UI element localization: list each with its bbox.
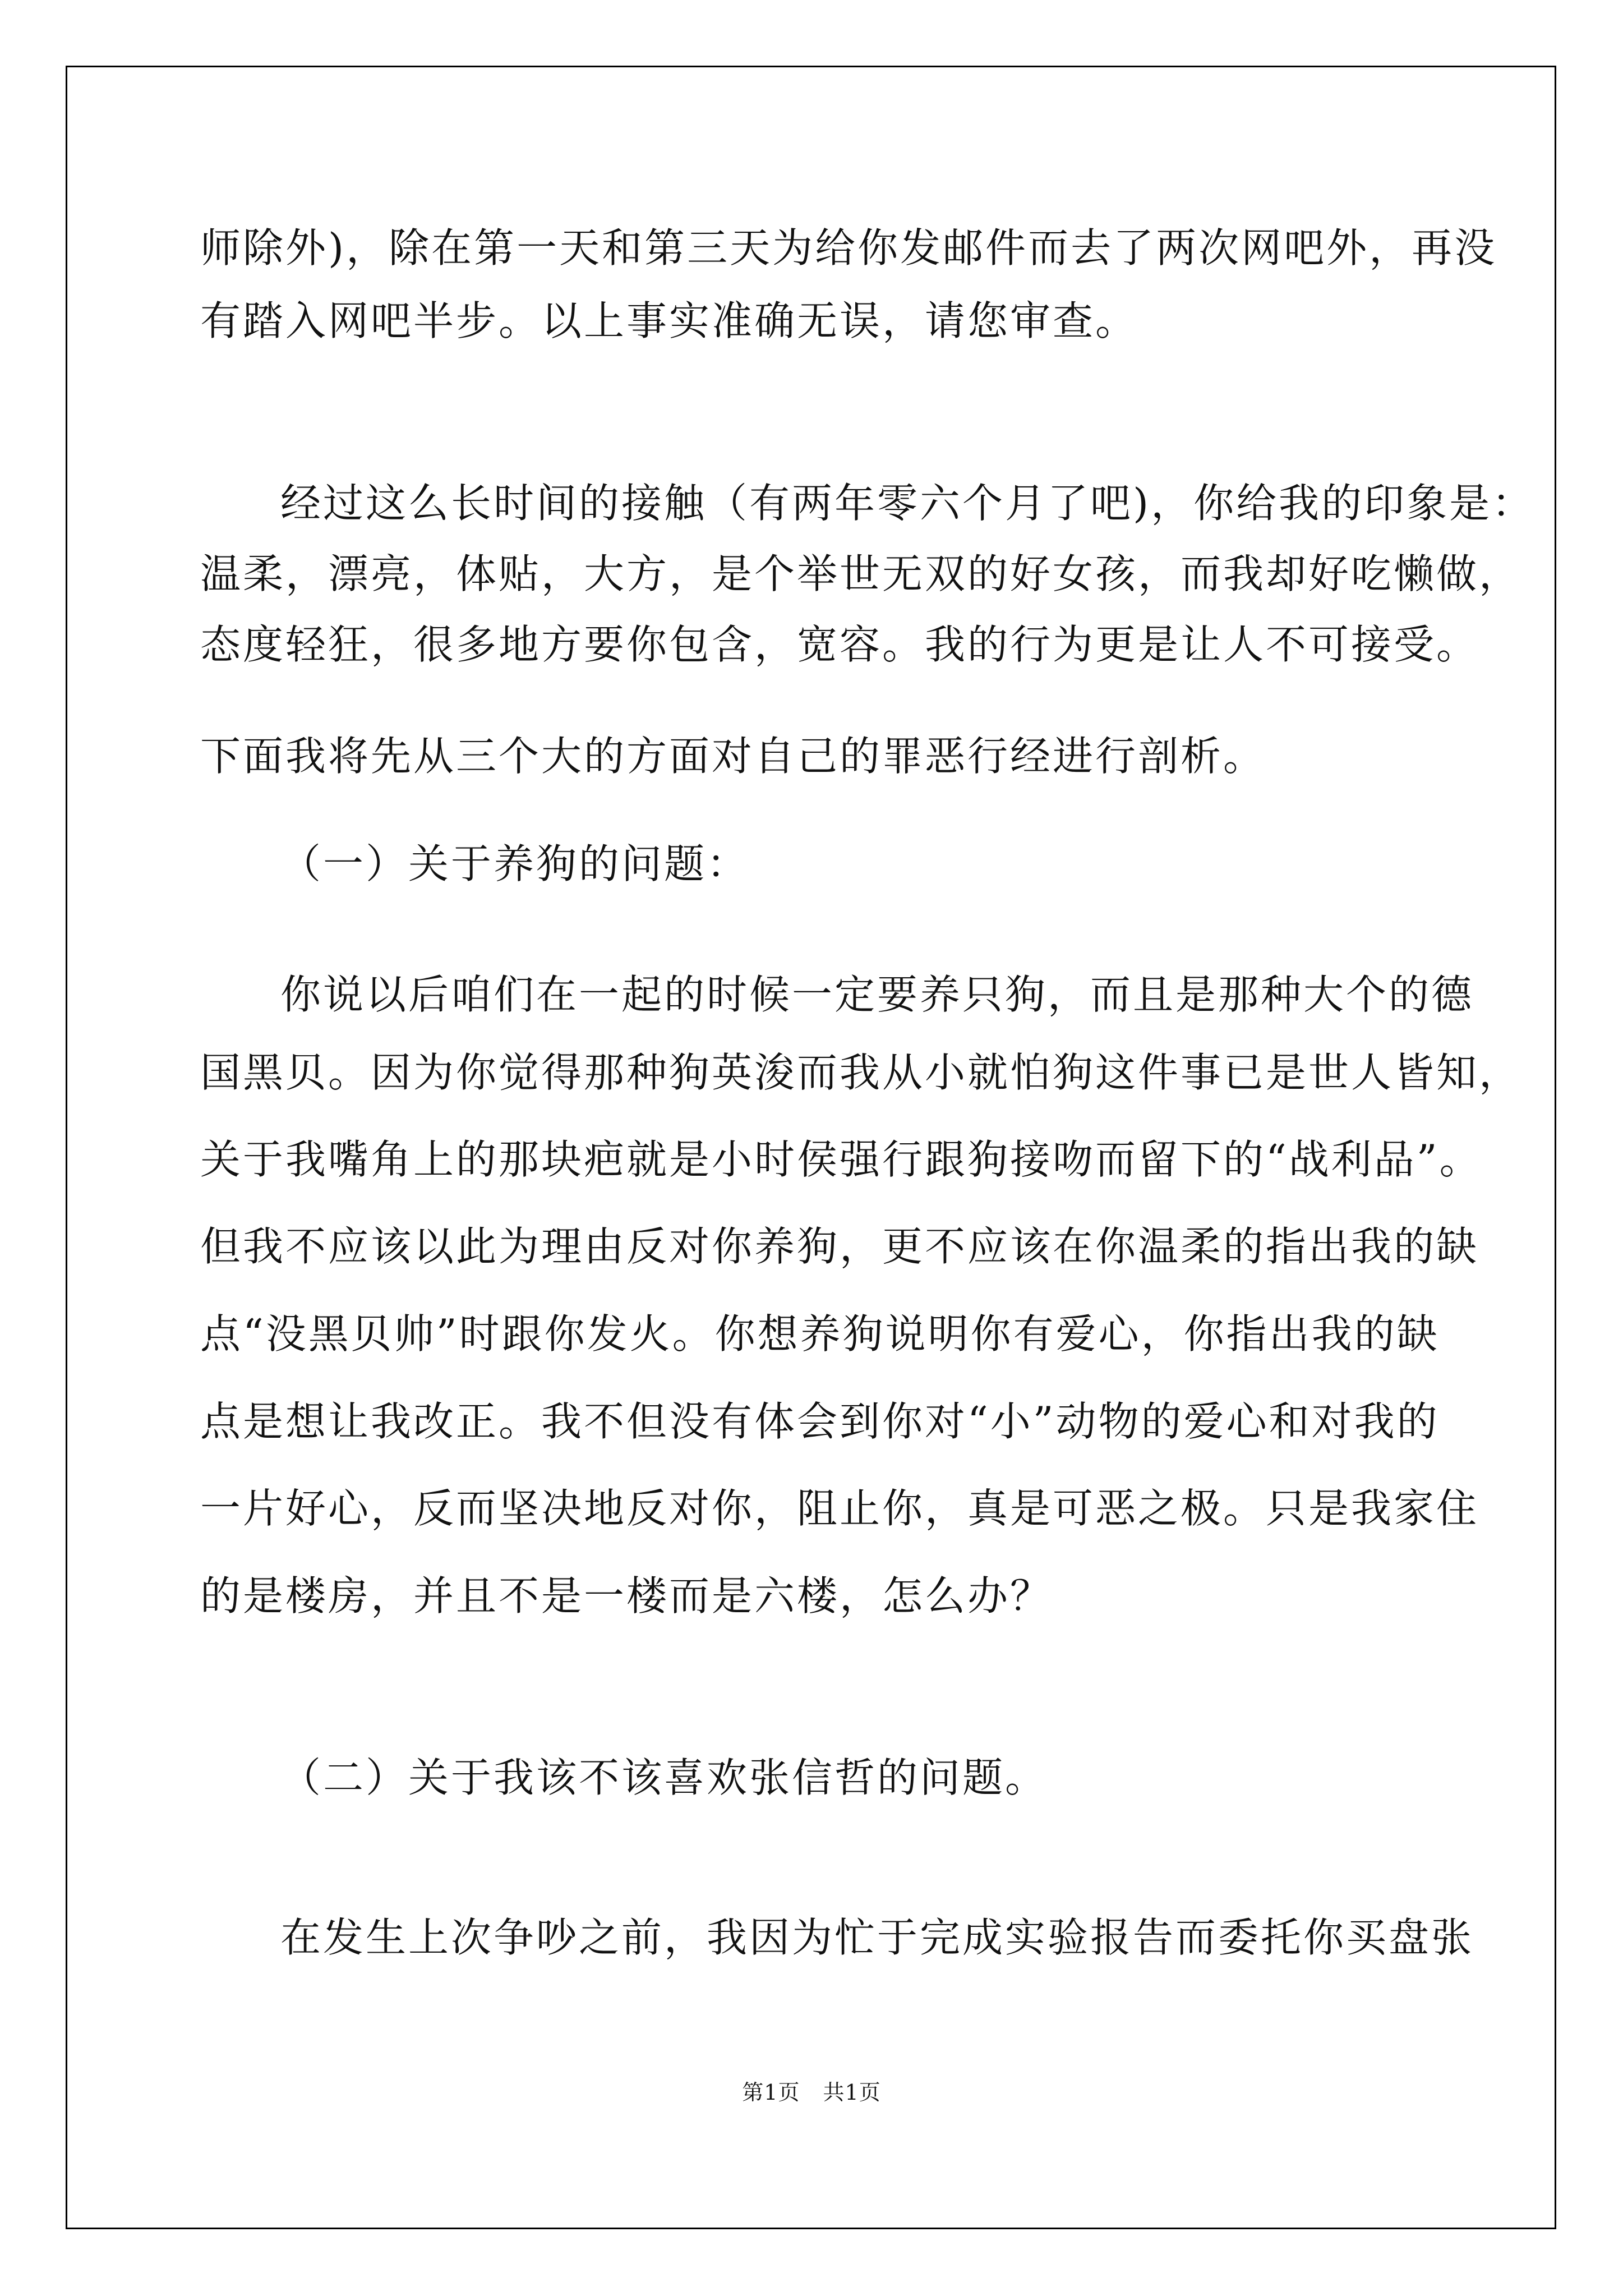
body-line-14: 一片好心，反而坚决地反对你，阻止你，真是可恶之极。只是我家住 <box>200 1485 1479 1532</box>
body-line-10: 关于我嘴角上的那块疤就是小时侯强行跟狗接吻而留下的“战利品”。 <box>200 1136 1482 1183</box>
body-line-13: 点是想让我改正。我不但没有体会到你对“小”动物的爱心和对我的 <box>200 1398 1440 1445</box>
body-line-12: 点“没黑贝帅”时跟你发火。你想养狗说明你有爱心，你指出我的缺 <box>200 1310 1440 1358</box>
body-line-2: 有踏入网吧半步。以上事实准确无误，请您审查。 <box>200 297 1138 344</box>
page-footer <box>0 2076 1623 2109</box>
section-heading-1: （一）关于养狗的问题： <box>280 840 750 887</box>
page-total: 共1页 <box>823 2080 881 2105</box>
page-number: 第1页 <box>742 2080 800 2105</box>
section-heading-2: （二）关于我该不该喜欢张信哲的问题。 <box>280 1754 1048 1801</box>
body-line-9: 国黑贝。因为你觉得那种狗英浚而我从小就怕狗这件事已是世人皆知， <box>200 1049 1522 1096</box>
body-line-11: 但我不应该以此为理由反对你养狗，更不应该在你温柔的指出我的缺 <box>200 1223 1479 1270</box>
body-line-3: 经过这么长时间的接触（有两年零六个月了吧)，你给我的印象是： <box>280 480 1535 527</box>
body-line-6: 下面我将先从三个大的方面对自己的罪恶行经进行剖析。 <box>200 733 1266 780</box>
body-line-8: 你说以后咱们在一起的时候一定要养只狗，而且是那种大个的德 <box>280 971 1474 1018</box>
body-line-4: 温柔，漂亮，体贴，大方，是个举世无双的好女孩，而我却好吃懒做， <box>200 550 1522 597</box>
body-line-17: 在发生上次争吵之前，我因为忙于完成实验报告而委托你买盘张 <box>280 1914 1474 1961</box>
body-line-5: 态度轻狂，很多地方要你包含，宽容。我的行为更是让人不可接受。 <box>200 621 1479 668</box>
body-line-15: 的是楼房，并且不是一楼而是六楼，怎么办？ <box>200 1572 1053 1619</box>
body-line-1: 师除外)，除在第一天和第三天为给你发邮件而去了两次网吧外，再没 <box>200 224 1497 272</box>
